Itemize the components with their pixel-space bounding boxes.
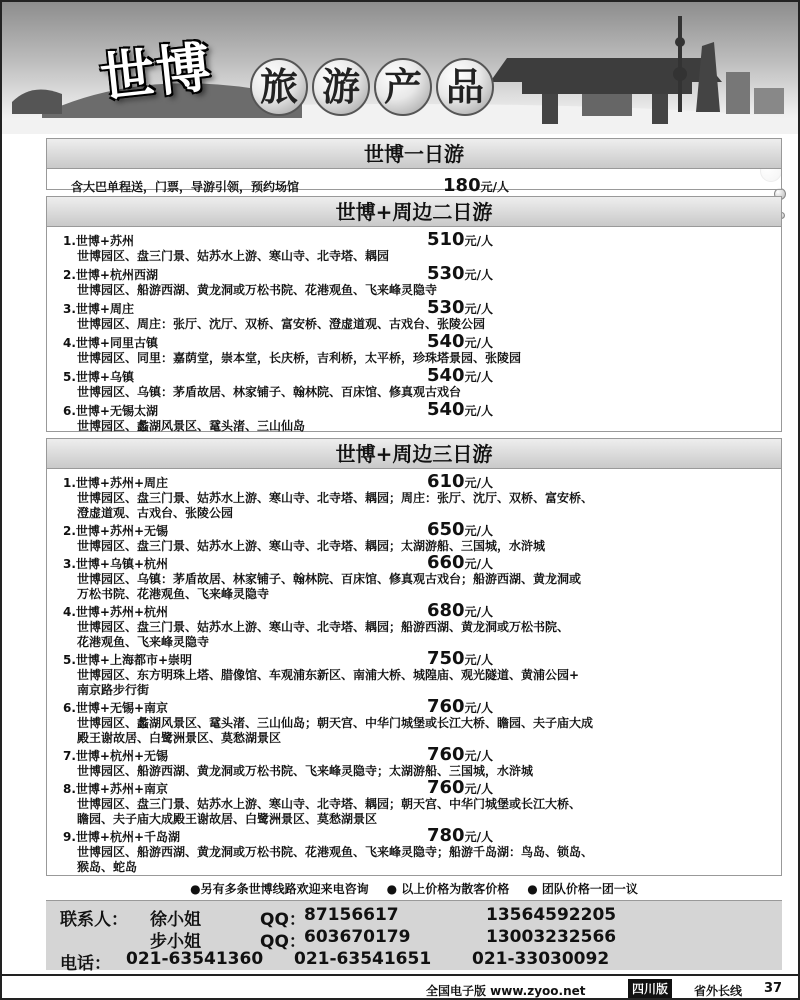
tour-price: 540元/人 [427,331,493,352]
tour-name: 7.世博+杭州+无锡 [63,749,169,763]
tour-name: 8.世博+苏州+南京 [63,782,169,796]
tour-detail: 世博园区、盘三门景、姑苏水上游、寒山寺、北寺塔、耦园；船游西湖、黄龙洞或万松书院、 [77,620,570,634]
tour-item [63,552,769,602]
tour-item [63,825,769,875]
tour-price: 780元/人 [427,825,493,846]
tour-detail: 澄虚道观、古戏台、张陵公园 [77,506,234,520]
tour-detail: 世博园区、船游西湖、黄龙洞或万松书院、花港观鱼、飞来峰灵隐寺 [77,283,438,297]
contact-person: 步小姐 [150,932,201,952]
tour-detail: 世博园区、船游西湖、黄龙洞或万松书院、花港观鱼、飞来峰灵隐寺；船游千岛湖：鸟岛、锁岛、 [77,845,594,859]
tour-price: 530元/人 [427,297,493,318]
tour-name: 4.世博+苏州+杭州 [63,605,169,619]
notes-bar [46,880,782,897]
tour-price: 530元/人 [427,263,493,284]
tour-detail: 万松书院、花港观鱼、飞来峰灵隐寺 [77,587,270,601]
tour-detail: 世博园区、东方明珠上塔、腊像馆、车观浦东新区、南浦大桥、城隍庙、观光隧道、黄浦公园+ [77,668,580,682]
subtitle-char: 旅 [250,58,308,116]
tour-detail: 花港观鱼、飞来峰灵隐寺 [77,635,210,649]
section-title: 世博一日游 [47,139,781,169]
tour-item [63,696,769,746]
tour-price: 680元/人 [427,600,493,621]
tour-detail: 南京路步行街 [77,683,150,697]
tour-item [63,263,769,298]
qq-number[interactable]: 87156617 [304,905,399,925]
subtitle-char: 品 [436,58,494,116]
tour-price: 660元/人 [427,552,493,573]
tour-detail: 殿王谢故居、白鹭洲景区、莫愁湖景区 [77,731,282,745]
tour-detail: 世博园区、乌镇：茅盾故居、林家铺子、翰林院、百床馆、修真观古戏台；船游西湖、黄龙洞或 [77,572,582,586]
tour-item [63,648,769,698]
contact-person: 徐小姐 [150,910,201,930]
mobile-number[interactable]: 13564592205 [486,905,617,925]
tour-name: 3.世博+乌镇+杭州 [63,557,169,571]
tour-name: 1.世博+苏州 [63,234,134,248]
tour-price: 540元/人 [427,399,493,420]
page-number: 37 [764,981,783,996]
tour-price: 760元/人 [427,777,493,798]
tour-price: 510元/人 [427,229,493,250]
phone-number[interactable]: 021-63541360 [126,949,264,969]
tour-detail: 世博园区、盘三门景、姑苏水上游、寒山寺、北寺塔、耦园；周庄：张厅、沈厅、双桥、富安桥、 [77,491,594,505]
tour-price: 610元/人 [427,471,493,492]
tour-name: 9.世博+杭州+千岛湖 [63,830,181,844]
column-name: 省外长线 [694,984,743,998]
tour-name: 6.世博+无锡太湖 [63,404,158,418]
tour-price: 760元/人 [427,696,493,717]
note-text: ● 团队价格一团一议 [527,882,638,896]
tour-price: 180元/人 [443,175,509,196]
tour-name: 5.世博+上海都市+崇明 [63,653,193,667]
subtitle-char: 游 [312,58,370,116]
phone-number[interactable]: 021-63541651 [294,949,432,969]
tour-item [63,471,769,521]
section-one-day-tour [46,138,782,196]
tour-item [63,365,769,400]
banner-subtitle [250,58,494,116]
tour-item [63,600,769,650]
note-text: ● 以上价格为散客价格 [386,882,510,896]
qq-label: QQ： [260,910,306,930]
tour-detail: 世博园区、同里：嘉荫堂，崇本堂，长庆桥，吉利桥，太平桥，珍珠塔景园、张陵园 [77,351,522,365]
tour-detail: 世博园区、蠡湖风景区、鼋头渚、三山仙岛 [77,419,306,433]
tour-name: 4.世博+同里古镇 [63,336,158,350]
tour-item [63,744,769,779]
tour-item [63,777,769,827]
tour-detail: 猴岛、蛇岛 [77,860,138,874]
tour-name: 6.世博+无锡+南京 [63,701,169,715]
tour-detail: 世博园区、蠡湖风景区、鼋头渚、三山仙岛；朝天宫、中华门城堡或长江大桥、瞻园、夫子庙大成 [77,716,594,730]
qq-number[interactable]: 603670179 [304,927,411,947]
section-three-day-tours [46,438,782,876]
tour-name: 2.世博+杭州西湖 [63,268,158,282]
tour-description: 含大巴单程送，门票，导游引领，预约场馆 [71,180,300,194]
header-banner [2,2,798,134]
tour-price: 760元/人 [427,744,493,765]
tour-name: 1.世博+苏州+周庄 [63,476,169,490]
section-two-day-tours [46,196,782,432]
tour-item [63,519,769,554]
contact-panel [46,900,782,974]
tour-detail: 世博园区、周庄：张厅、沈厅、双桥、富安桥、澄虚道观、古戏台、张陵公园 [77,317,486,331]
note-text: ●另有多条世博线路欢迎来电咨询 [190,882,369,896]
edition-badge: 四川版 [628,979,672,998]
tour-price: 650元/人 [427,519,493,540]
section-title: 世博+周边二日游 [47,197,781,227]
tour-detail: 世博园区、船游西湖、黄龙洞或万松书院、飞来峰灵隐寺；太湖游船、三国城，水浒城 [77,764,534,778]
tour-detail: 世博园区、盘三门景、姑苏水上游、寒山寺、北寺塔、耦园；太湖游船、三国城，水浒城 [77,539,546,553]
edition-website[interactable]: 全国电子版 www.zyoo.net [426,984,586,998]
tour-name: 2.世博+苏州+无锡 [63,524,169,538]
tour-detail: 瞻园、夫子庙大成殿王谢故居、白鹭洲景区、莫愁湖景区 [77,812,378,826]
tour-price: 750元/人 [427,648,493,669]
tour-item [63,399,769,434]
mobile-number[interactable]: 13003232566 [486,927,617,947]
section-title: 世博+周边三日游 [47,439,781,469]
tour-price: 540元/人 [427,365,493,386]
phone-number[interactable]: 021-33030092 [472,949,610,969]
tour-item [63,297,769,332]
tour-detail: 世博园区、乌镇：茅盾故居、林家铺子、翰林院、百床馆、修真观古戏台 [77,385,462,399]
page-footer [2,974,798,1000]
subtitle-char: 产 [374,58,432,116]
banner-title-expo: 世博 [97,34,216,110]
phone-label: 电话： [60,954,111,974]
contact-label: 联系人： [60,910,128,930]
tour-name: 5.世博+乌镇 [63,370,134,384]
tour-detail: 世博园区、盘三门景、姑苏水上游、寒山寺、北寺塔、耦园；朝天宫、中华门城堡或长江大桥、 [77,797,582,811]
tour-item [63,229,769,264]
tour-detail: 世博园区、盘三门景、姑苏水上游、寒山寺、北寺塔、耦园 [77,249,390,263]
qq-label: QQ： [260,932,306,952]
tour-name: 3.世博+周庄 [63,302,134,316]
tour-item [63,331,769,366]
